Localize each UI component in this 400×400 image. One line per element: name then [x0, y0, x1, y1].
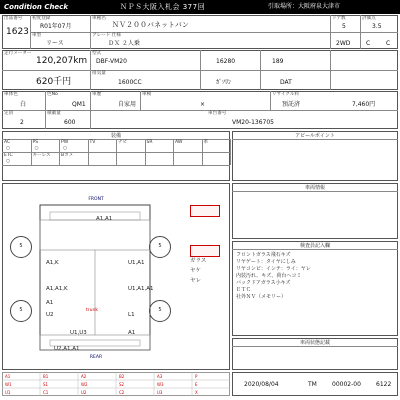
- damage-mark: U1,A1,A1: [128, 286, 154, 292]
- equip-label: 革: [203, 140, 209, 145]
- svg-text:W3: W3: [157, 382, 164, 387]
- recycle-amount: 7,460円: [352, 101, 376, 108]
- equip-label: TV: [89, 140, 96, 145]
- inspect-value: ×: [200, 101, 206, 108]
- first-reg-label: 初度登録: [32, 16, 51, 21]
- trunk-label: trunk: [86, 308, 98, 313]
- damage-mark: U2: [46, 312, 54, 318]
- color-label: 車体色: [4, 92, 18, 97]
- side-mark: ヤケ: [190, 268, 202, 274]
- inspection-date: 2020/08/04: [244, 381, 279, 388]
- damage-mark: L1: [128, 312, 135, 318]
- svg-text:B1: B1: [43, 374, 49, 379]
- equip-label: キーレス: [32, 153, 51, 158]
- inspector-note-line: バックドアガラス小キズ: [236, 280, 291, 286]
- damage-mark: U1,A1: [128, 260, 145, 266]
- inspector-note-line: リヤゲート：タイヤにしみ: [236, 259, 296, 265]
- history-value: 自家用: [118, 101, 137, 108]
- equip-value: ○: [63, 146, 68, 151]
- damage-mark: U1,U3: [70, 330, 87, 336]
- capacity-label: 定員: [4, 111, 14, 116]
- svg-text:U1: U1: [5, 390, 11, 395]
- door-label: ドア数: [332, 16, 346, 21]
- inspector-title: 検査員記入欄: [299, 243, 330, 249]
- svg-text:A3: A3: [157, 374, 163, 379]
- inspector-note-line: ＥＴＣ: [236, 287, 252, 293]
- svg-text:P: P: [195, 374, 198, 379]
- disp-label: 排気量: [92, 71, 106, 76]
- svg-text:W1: W1: [5, 382, 12, 387]
- marker-box: [190, 245, 220, 257]
- score-value: 3.5: [372, 23, 382, 30]
- equip-value: ○: [6, 159, 11, 164]
- wheel-rear-right: 5: [149, 300, 171, 322]
- exterior-grade: C: [386, 40, 391, 47]
- model-value: DBF-VM20: [96, 58, 127, 65]
- svg-text:S2: S2: [119, 382, 125, 387]
- displacement-value: 1600CC: [118, 79, 142, 86]
- wheel-front-left: 5: [10, 236, 32, 258]
- capacity-value: 2: [20, 119, 24, 126]
- mileage-value: 120,207km: [36, 56, 88, 66]
- svg-text:C2: C2: [119, 390, 125, 395]
- damage-mark: A1,K: [46, 260, 59, 266]
- frame-number: VM20-136705: [232, 119, 274, 126]
- front-label: FRONT: [88, 197, 104, 202]
- type-value: リース: [46, 40, 64, 47]
- equip-label: AC: [4, 140, 11, 145]
- inspector-note-line: フロントガラス飛石キズ: [236, 252, 291, 258]
- damage-mark: A1: [46, 300, 54, 306]
- equip-label: PS: [32, 140, 39, 145]
- banner-title: Condition Check: [4, 3, 68, 11]
- load-value: 600: [64, 119, 76, 126]
- side-mark: ガラス: [190, 258, 207, 264]
- price-value: 620千円: [36, 77, 72, 87]
- inspector-initials: TM: [308, 381, 317, 388]
- svg-text:U2: U2: [81, 390, 87, 395]
- vehicle-info-title: 車両情報: [304, 185, 325, 191]
- lot-label: 出品番号: [4, 16, 23, 21]
- frame-label: 車台番号: [208, 111, 227, 116]
- wheel-front-right: 5: [149, 236, 171, 258]
- svg-text:S1: S1: [43, 382, 49, 387]
- model-label: 型式: [92, 51, 102, 56]
- svg-text:C1: C1: [43, 390, 49, 395]
- mission-value: DAT: [280, 79, 292, 86]
- lot-number: 1623: [6, 27, 29, 37]
- svg-text:A1: A1: [5, 374, 11, 379]
- equip-label: AW: [175, 140, 183, 145]
- inspector-note-line: 社外ＮＶ（メモリー）: [236, 294, 287, 300]
- code-1: 16280: [216, 58, 236, 65]
- recycle-label: リサイクル料: [272, 92, 299, 97]
- damage-mark: U2,A1,A1: [54, 346, 80, 352]
- color-no-label: 色No: [47, 92, 58, 97]
- history-label: 車歴: [92, 92, 102, 97]
- equip-label: PW: [61, 140, 69, 145]
- inspect-label: 車検: [142, 92, 152, 97]
- fuel-value: ｶﾞｿﾘﾝ: [216, 79, 232, 86]
- equipment-title: 装備: [110, 133, 121, 139]
- recycle-status: 預託済: [282, 101, 301, 108]
- interior-grade: C: [366, 40, 371, 47]
- mileage-label: 走行メーター: [4, 51, 32, 56]
- inspection-number: 6122: [376, 381, 392, 388]
- svg-text:B2: B2: [119, 374, 125, 379]
- score-label: 評価点: [362, 16, 376, 21]
- equip-label: SR: [146, 140, 153, 145]
- marker-box: [190, 205, 220, 217]
- rear-label: REAR: [89, 355, 103, 360]
- inspector-note-line: リヤコンビ：インテ：ライ：ヤレ: [236, 266, 311, 272]
- appeal-title: アピールポイント: [295, 133, 335, 139]
- equip-label: ナビ: [118, 140, 128, 145]
- grade-value: ＤＸ ２人乗: [108, 40, 140, 47]
- damage-mark: A1,A1: [96, 216, 113, 222]
- inspection-code: 00002-00: [332, 381, 361, 388]
- equip-value: ○: [6, 146, 11, 151]
- condition-title: 車両状態記載: [299, 340, 330, 346]
- equip-value: ○: [34, 146, 39, 151]
- svg-text:U3: U3: [157, 390, 163, 395]
- pickup-location: 引取場所：大阪府泉大津市: [268, 3, 341, 10]
- code-2: 189: [272, 58, 284, 65]
- color-value: 白: [20, 101, 27, 108]
- equip-label: Bカメ: [61, 153, 74, 158]
- first-reg-value: R01年07月: [40, 23, 72, 30]
- damage-mark: A1: [128, 330, 136, 336]
- auction-name: ＮＰＳ大阪入札会 377回: [120, 3, 206, 11]
- svg-text:E: E: [195, 382, 198, 387]
- damage-mark: A1,A1,K: [46, 286, 68, 292]
- name-label: 車種名: [92, 16, 106, 21]
- car-name: ＮＶ２００バネットバン: [112, 21, 189, 29]
- load-label: 積載量: [47, 111, 61, 116]
- svg-text:X: X: [195, 390, 198, 395]
- wheel-rear-left: 5: [10, 300, 32, 322]
- grade-label: グレード 仕様: [92, 33, 122, 38]
- door-value: 5: [342, 23, 346, 30]
- color-no-value: QM1: [72, 101, 86, 108]
- drive-value: 2WD: [336, 40, 351, 47]
- svg-text:W2: W2: [81, 382, 88, 387]
- equip-label: ETC: [4, 153, 13, 158]
- type-label: 車型: [32, 33, 42, 38]
- legend-grid: [2, 372, 230, 396]
- side-mark: ヤレ: [190, 278, 201, 284]
- inspector-note-line: 内装汚れ、キズ、荷台ヘコミ: [236, 273, 302, 279]
- svg-text:A2: A2: [81, 374, 87, 379]
